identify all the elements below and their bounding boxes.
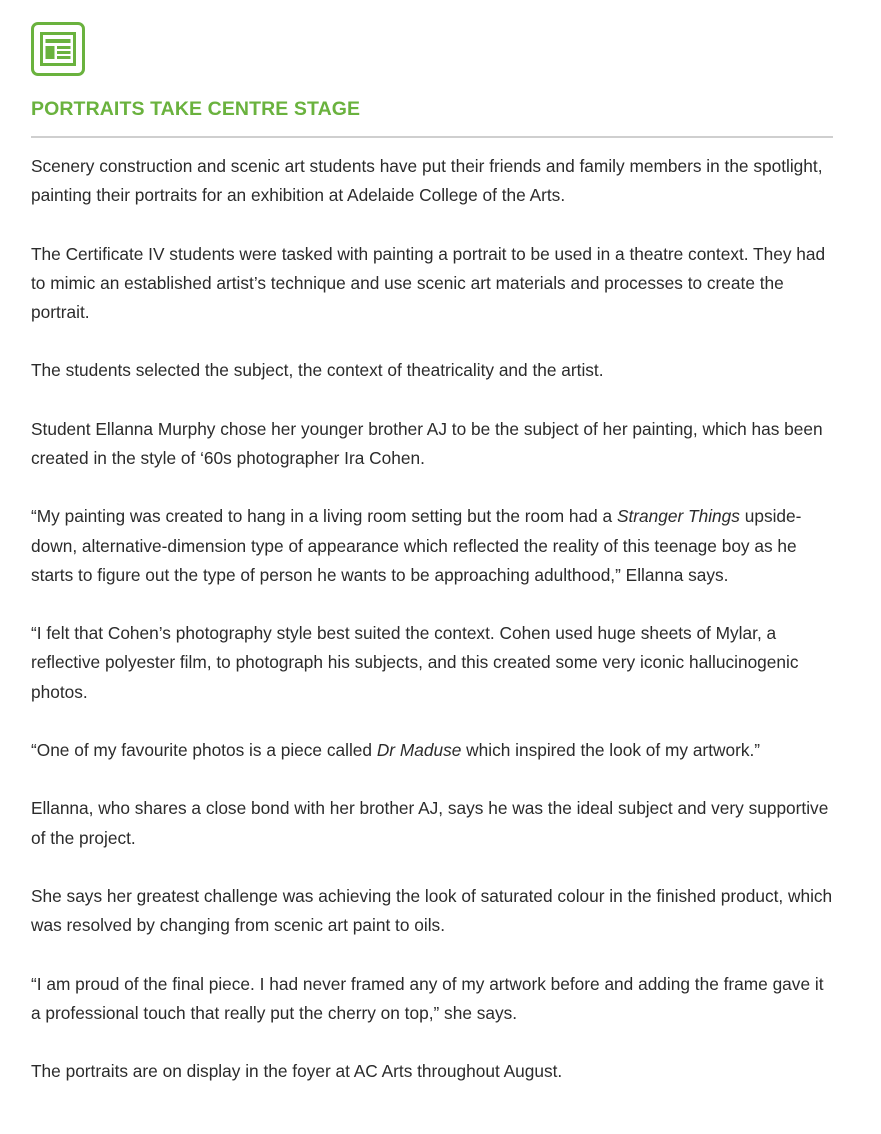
paragraph-7-text-a: “One of my favourite photos is a piece called	[31, 739, 377, 760]
paragraph-5-text-b: upside-down, alternative-dimension type of appearance which reflected the reality of this teenage boy as he starts to figure out the type of person he wants to be approaching adulthood,” Ellanna says.	[31, 506, 802, 585]
paragraph-2: The Certificate IV students were tasked with painting a portrait to be used in a theatre context. They had to mimic an established artist’s technique and use scenic art materials and processes to create the portrait.	[31, 243, 826, 322]
paragraph-7-italic-title: Dr Maduse	[376, 739, 462, 760]
article-title: PORTRAITS TAKE CENTRE STAGE	[31, 98, 361, 120]
paragraph-5-italic-title: Stranger Things	[616, 506, 740, 527]
paragraph-9: She says her greatest challenge was achieving the look of saturated colour in the finished product, which was resolved by changing from scenic art paint to oils.	[31, 885, 833, 936]
article-container	[31, 22, 833, 1086]
paragraph-11: The portraits are on display in the foyer at AC Arts throughout August.	[31, 1061, 563, 1082]
paragraph-6: “I felt that Cohen’s photography style best suited the context. Cohen used huge sheets of Mylar, a reflective polyester film, to photograph his subjects, and this created some very iconic hallucinogenic photos.	[31, 623, 799, 702]
paragraph-7	[31, 736, 833, 765]
paragraph-10: “I am proud of the final piece. I had never framed any of my artwork before and adding the frame gave it a professional touch that really put the cherry on top,” she says.	[31, 973, 824, 1023]
paragraph-8: Ellanna, who shares a close bond with her brother AJ, says he was the ideal subject and very supportive of the project.	[31, 798, 829, 848]
paragraph-4: Student Ellanna Murphy chose her younger brother AJ to be the subject of her painting, which has been created in the style of ‘60s photographer Ira Cohen.	[31, 418, 823, 468]
paragraph-1: Scenery construction and scenic art students have put their friends and family members in the spotlight, painting their portraits for an exhibition at Adelaide College of the Arts.	[31, 156, 823, 206]
paragraph-5	[31, 502, 833, 590]
paragraph-7-text-b: which inspired the look of my artwork.”	[461, 739, 761, 760]
title-divider	[31, 136, 833, 138]
paragraph-3: The students selected the subject, the context of theatricality and the artist.	[31, 360, 604, 381]
article-body	[31, 152, 833, 1086]
paragraph-5-text-a: “My painting was created to hang in a living room setting but the room had a	[31, 506, 617, 527]
newspaper-icon	[31, 22, 85, 76]
